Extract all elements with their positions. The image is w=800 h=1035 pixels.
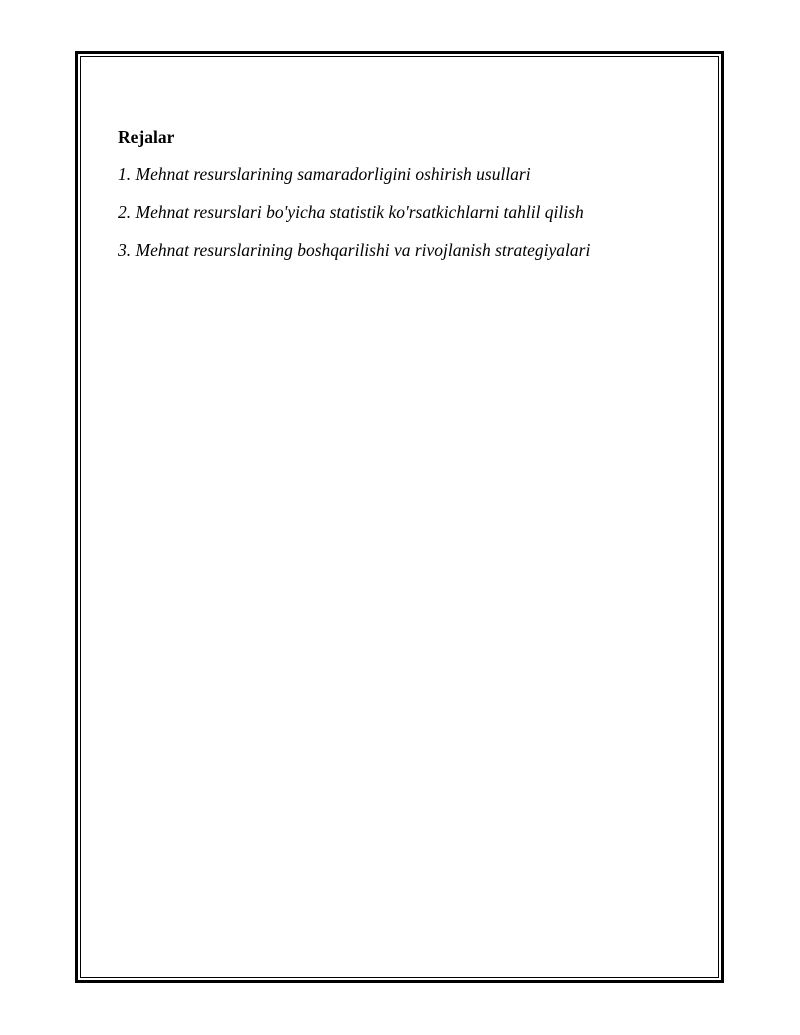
plan-list [118, 162, 698, 262]
plan-item-3: 3. Mehnat resurslarining boshqarilishi va rivojlanish strategiyalari [118, 240, 591, 260]
plan-heading: Rejalar [118, 127, 175, 147]
plan-item-1: 1. Mehnat resurslarining samaradorligini oshirish usullari [118, 164, 531, 184]
page-content [118, 125, 698, 276]
plan-item-2: 2. Mehnat resurslari bo'yicha statistik ko'rsatkichlarni tahlil qilish [118, 202, 584, 222]
